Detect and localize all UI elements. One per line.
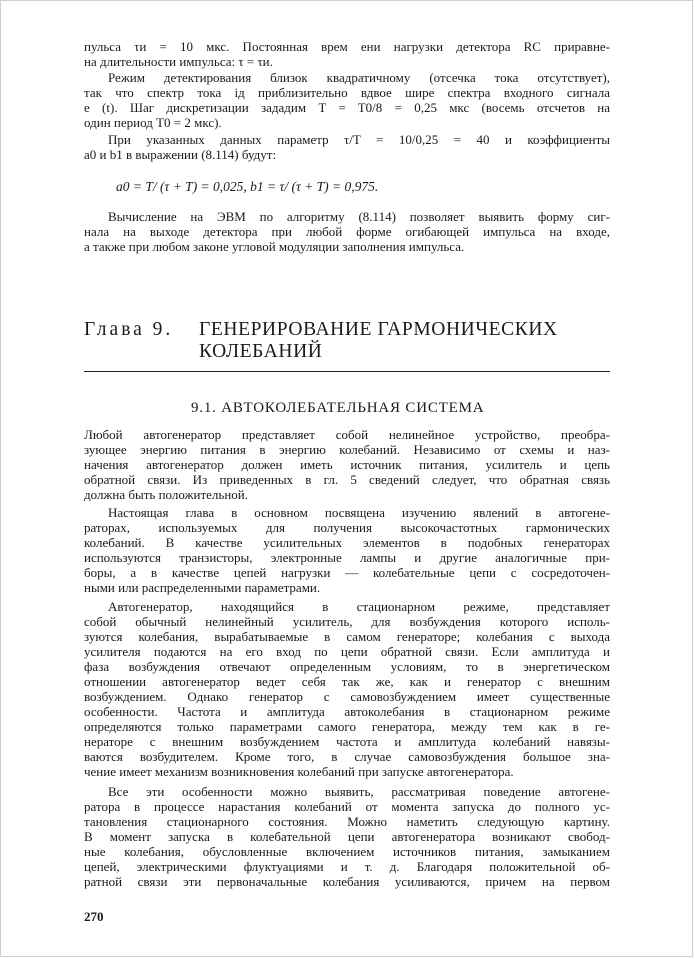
text-line: усилителя подаются на его вход по цепи обратной связи. Если амплитуда и (84, 644, 610, 659)
text-line: определяются только параметрами самого генератора, между тем как в ге- (84, 719, 610, 734)
text-line: Вычисление на ЭВМ по алгоритму (8.114) позволяет выявить форму сиг- (108, 209, 610, 224)
text-line: зуются колебания, вырабатываемые в самом генераторе; колебания с выхода (84, 629, 610, 644)
text-line: ратора в процессе нарастания колебаний от момента запуска до полного ус- (84, 799, 610, 814)
chapter-divider (84, 371, 610, 372)
chapter-title-line2: КОЛЕБАНИЙ (199, 341, 323, 362)
text-line: нала на выходе детектора при любой форме огибающей импульса на входе, (84, 224, 610, 239)
paragraph-startup (84, 784, 610, 889)
text-line: цепей, электрическими флуктуациями и т. д. Благодаря положительной об- (84, 859, 610, 874)
text-line: используются транзисторы, электронные лампы и другие аналогичные при- (84, 550, 610, 565)
paragraph-pulse (84, 39, 610, 69)
paragraph-computation (84, 209, 610, 254)
paragraph-parameters (84, 132, 610, 162)
chapter-title-line1: ГЕНЕРИРОВАНИЕ ГАРМОНИЧЕСКИХ (199, 319, 558, 340)
text-line: на длительности импульса: τ = τи. (84, 54, 273, 69)
text-line: e (t). Шаг дискретизации зададим T = T0/8 = 0,25 мкс (восемь отсчетов на (84, 100, 610, 115)
text-line: обратной связи. Из приведенных в гл. 5 сведений следует, что обратная связь (84, 472, 610, 487)
text-line: колебаний. В качестве усилительных элементов в подобных генераторах (84, 535, 610, 550)
page-number: 270 (84, 909, 104, 924)
text-line: В момент запуска в колебательной цепи автогенератора возникают свобод- (84, 829, 610, 844)
text-line: ваются возбудителем. Кроме того, в случае самовозбуждения большое зна- (84, 749, 610, 764)
text-line: должна быть положительной. (84, 487, 249, 502)
paragraph-intro (84, 427, 610, 502)
text-line: пульса τи = 10 мкс. Постоянная врем ени нагрузки детектора RC приравне- (84, 39, 610, 54)
text-line: собой обычный нелинейный усилитель, для возбуждения которого исполь- (84, 614, 610, 629)
text-line: возбуждением. Однако генератор с самовозбуждением имеет существенные (84, 689, 610, 704)
text-line: ратной связи эти первоначальные колебания усиливаются, причем на первом (84, 874, 610, 889)
text-line: тановления стационарного состояния. Можно наметить следующую картину. (84, 814, 610, 829)
coefficient-formula: a0 = T/ (τ + T) = 0,025, b1 = τ/ (τ + T) = 0,975. (116, 179, 379, 194)
text-line: один период T0 = 2 мкс). (84, 115, 222, 130)
text-line: Настоящая глава в основном посвящена изучению явлений в автогене- (108, 505, 610, 520)
text-line: a0 и b1 в выражении (8.114) будут: (84, 147, 277, 162)
text-line: раторах, используемых для получения высокочастотных гармонических (84, 520, 610, 535)
text-line: Режим детектирования близок квадратичному (отсечка тока отсутствует), (108, 70, 610, 85)
text-line: так что спектр тока iд приблизительно вдвое шире спектра входного сигнала (84, 85, 610, 100)
text-line: ные колебания, обусловленные включением источников питания, замыканием (84, 844, 610, 859)
text-line: а также при любом законе угловой модуляции заполнения импульса. (84, 239, 465, 254)
text-line: фаза возбуждения отвечают определенным условиям, то в энергетическом (84, 659, 610, 674)
text-line: зующее энергию питания в энергию колебаний. Независимо от схемы и наз- (84, 442, 610, 457)
text-line: Любой автогенератор представляет собой нелинейное устройство, преобра- (84, 427, 610, 442)
paragraph-chapter-scope (84, 505, 610, 595)
text-line: особенности. Частота и амплитуда автоколебания в стационарном режиме (84, 704, 610, 719)
paragraph-stationary-mode (84, 599, 610, 779)
text-line: чение имеет механизм возникновения колебаний при запуске автогенератора. (84, 764, 514, 779)
paragraph-detection-mode (84, 70, 610, 130)
text-line: При указанных данных параметр τ/T = 10/0,25 = 40 и коэффициенты (108, 132, 610, 147)
chapter-label: Глава 9. (84, 319, 174, 340)
text-line: Автогенератор, находящийся в стационарном режиме, представляет (108, 599, 610, 614)
text-line: ными или распределенными параметрами. (84, 580, 321, 595)
text-line: начения автогенератор должен иметь источник питания, усилитель и цепь (84, 457, 610, 472)
section-title: 9.1. АВТОКОЛЕБАТЕЛЬНАЯ СИСТЕМА (191, 400, 485, 416)
text-line: Все эти особенности можно выявить, рассматривая поведение автогене- (108, 784, 610, 799)
text-line: боры, а в качестве цепей нагрузки — колебательные цепи с сосредоточен- (84, 565, 610, 580)
text-line: нераторе с внешним возбуждением частота и амплитуда колебаний навязы- (84, 734, 610, 749)
text-line: отношении автогенератор ведет себя так же, как и генератор с внешним (84, 674, 610, 689)
